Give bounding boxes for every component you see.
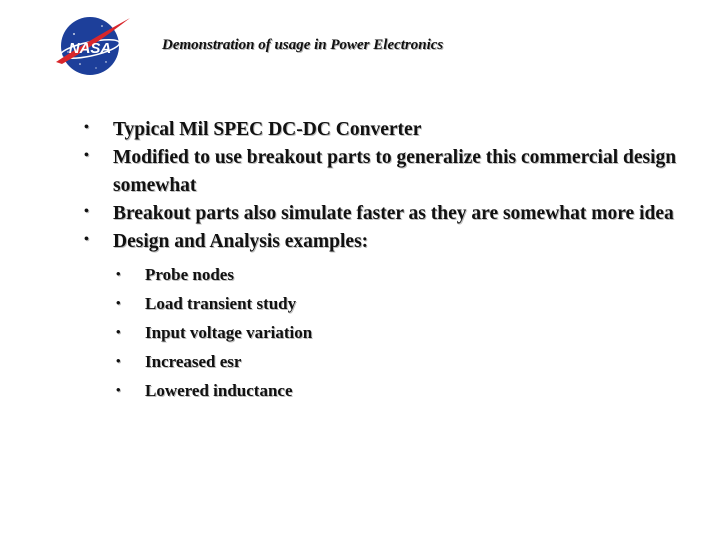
sub-bullet-item bbox=[116, 376, 717, 405]
sub-bullet-list bbox=[116, 260, 717, 405]
sub-bullet-item bbox=[116, 260, 717, 289]
bullet-marker: • bbox=[116, 324, 121, 339]
bullet-marker: • bbox=[84, 204, 89, 219]
bullet-item bbox=[84, 144, 714, 200]
bullet-item bbox=[84, 228, 714, 405]
bullet-item bbox=[84, 200, 714, 228]
slide-title: Demonstration of usage in Power Electronics bbox=[162, 37, 444, 53]
sub-bullet-text: Load transient study bbox=[145, 294, 297, 313]
svg-text:NASA: NASA bbox=[68, 40, 112, 57]
bullet-list bbox=[84, 116, 714, 405]
bullet-marker: • bbox=[116, 382, 121, 397]
sub-bullet-text: Increased esr bbox=[145, 352, 242, 371]
sub-bullet-text: Probe nodes bbox=[145, 265, 234, 284]
sub-bullet-item bbox=[116, 318, 717, 347]
bullet-marker: • bbox=[116, 266, 121, 281]
bullet-marker: • bbox=[116, 353, 121, 368]
bullet-item bbox=[84, 116, 714, 144]
bullet-text: Modified to use breakout parts to generalize this commercial design somewhat bbox=[113, 147, 677, 196]
bullet-text: Design and Analysis examples: bbox=[113, 231, 369, 252]
sub-bullet-text: Input voltage variation bbox=[145, 323, 313, 342]
bullet-marker: • bbox=[84, 148, 89, 163]
sub-bullet-item bbox=[116, 347, 717, 376]
bullet-marker: • bbox=[116, 295, 121, 310]
bullet-text: Typical Mil SPEC DC-DC Converter bbox=[113, 119, 422, 140]
bullet-marker: • bbox=[84, 120, 89, 135]
nasa-logo bbox=[50, 12, 134, 78]
bullet-marker: • bbox=[84, 232, 89, 247]
sub-bullet-text: Lowered inductance bbox=[145, 381, 293, 400]
sub-bullet-item bbox=[116, 289, 717, 318]
bullet-text: Breakout parts also simulate faster as they are somewhat more idea bbox=[113, 203, 674, 224]
